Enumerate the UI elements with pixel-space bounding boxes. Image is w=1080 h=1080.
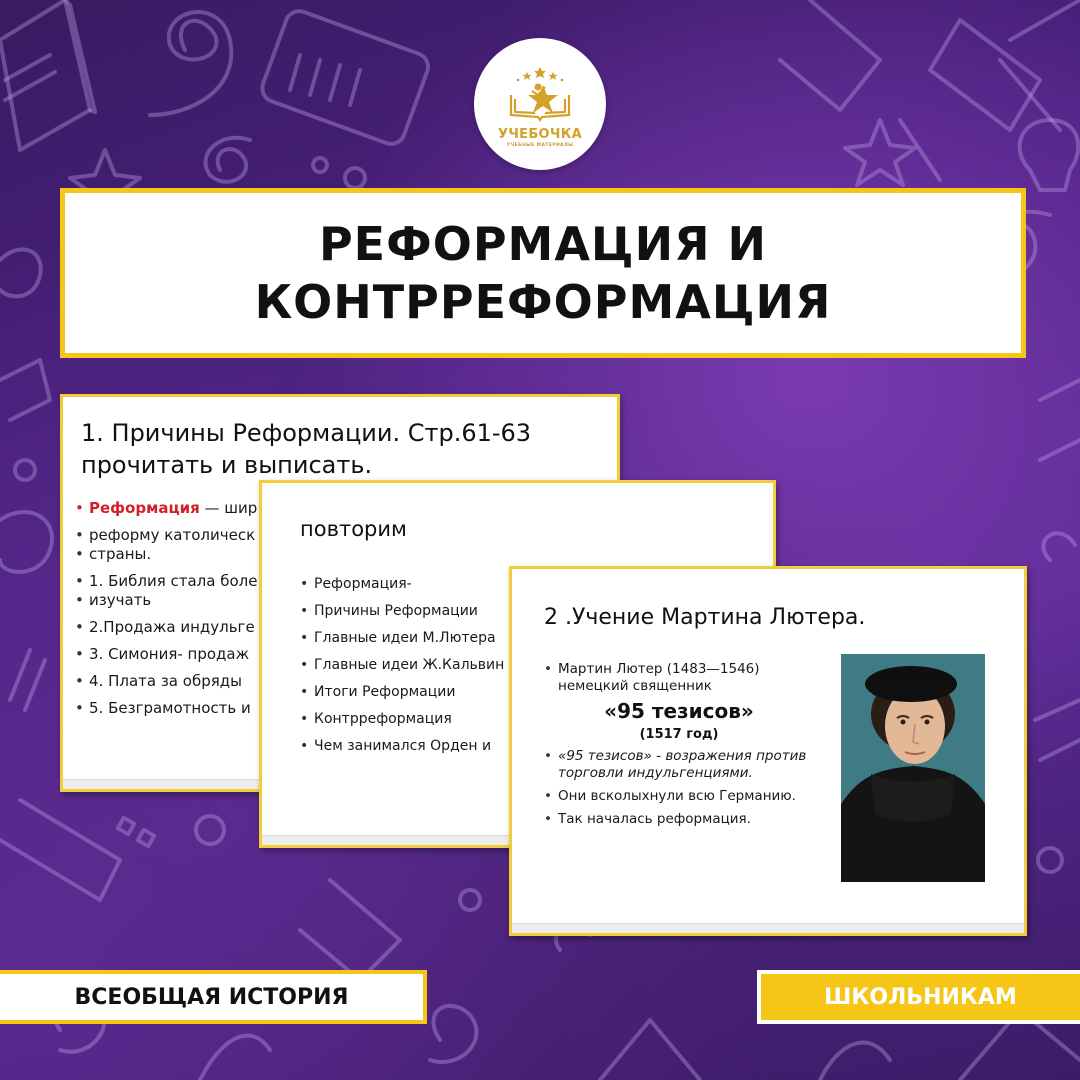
audience-tag: ШКОЛЬНИКАМ bbox=[757, 970, 1080, 1024]
logo-subtitle: УЧЕБНЫЕ МАТЕРИАЛЫ bbox=[506, 142, 574, 148]
title-line-2: КОНТРРЕФОРМАЦИЯ bbox=[254, 275, 832, 329]
list-item: • 1. Библия стала боле bbox=[75, 572, 615, 591]
list-item: • Итоги Реформации bbox=[300, 683, 504, 702]
list-item: • Контрреформация bbox=[300, 710, 504, 729]
list-item: • Реформация — шир bbox=[75, 499, 615, 518]
slide-luther-teaching bbox=[509, 566, 1027, 936]
list-item: • 2.Продажа индульге bbox=[75, 618, 615, 637]
list-item-continuation: • страны. bbox=[75, 545, 615, 564]
martin-luther-portrait bbox=[841, 654, 985, 882]
slide-1-title: 1. Причины Реформации. Стр.61-63 прочитать и выписать. bbox=[81, 419, 532, 479]
list-item: • «95 тезисов» - возражения против торговли индульгенциями. bbox=[544, 748, 814, 782]
list-item: • Чем занимался Орден и bbox=[300, 737, 504, 756]
list-item: • 3. Симония- продаж bbox=[75, 645, 615, 664]
slide-2-list bbox=[300, 575, 504, 764]
title-line-1: РЕФОРМАЦИЯ И bbox=[318, 217, 768, 271]
list-item-continuation: • изучать bbox=[75, 591, 615, 610]
list-item: • Они всколыхнули всю Германию. bbox=[544, 788, 814, 805]
list-item: • 4. Плата за обряды bbox=[75, 672, 615, 691]
list-item: • Мартин Лютер (1483—1546) немецкий священник bbox=[544, 661, 814, 695]
subject-tag: ВСЕОБЩАЯ ИСТОРИЯ bbox=[0, 970, 427, 1024]
brand-logo bbox=[474, 38, 606, 170]
list-item: • Реформация- bbox=[300, 575, 504, 594]
slide-2-title: повторим bbox=[300, 517, 407, 541]
slide-3-title: 2 .Учение Мартина Лютера. bbox=[544, 605, 866, 630]
slide-3-list-top bbox=[544, 661, 814, 695]
list-item: • реформу католическ bbox=[75, 526, 615, 545]
slide-footer-bar bbox=[512, 923, 1024, 933]
list-item: • Главные идеи М.Лютера bbox=[300, 629, 504, 648]
slide-3-list-bottom bbox=[544, 748, 814, 828]
list-item: • Так началась реформация. bbox=[544, 811, 814, 828]
slide-3-content bbox=[544, 661, 814, 834]
list-item: • Причины Реформации bbox=[300, 602, 504, 621]
list-item: • Главные идеи Ж.Кальвин bbox=[300, 656, 504, 675]
logo-name: УЧЕБОЧКА bbox=[498, 126, 582, 142]
term-highlight: Реформация bbox=[89, 499, 200, 517]
star-reader-book-icon bbox=[505, 65, 575, 125]
list-item: • 5. Безграмотность и bbox=[75, 699, 615, 718]
title-banner bbox=[60, 188, 1026, 358]
theses-year: (1517 год) bbox=[639, 727, 719, 742]
theses-heading: «95 тезисов» bbox=[604, 699, 754, 723]
